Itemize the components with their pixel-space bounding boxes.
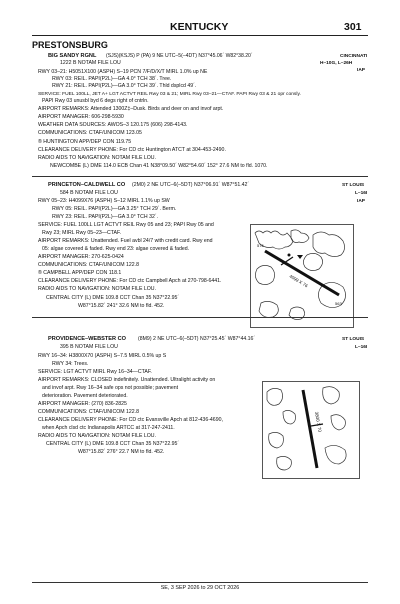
runway-05-23 [265,251,339,295]
footer-effective-dates: SE, 3 SEP 2026 to 29 OCT 2026 [160,585,240,591]
comms-line: COMMUNICATIONS: CTAF/UNICOM 123.05 [38,130,142,136]
elevation-label: 563 [335,301,342,306]
region-label: CINCINNATI [340,54,368,59]
navaid-line: W87°15.82´ 276° 22.7 NM to fld. 452. [78,449,165,455]
airport-elev-line: 1222 B NOTAM FILE LOU [60,60,121,66]
diagram-svg [263,382,359,478]
iap-label: IAP [357,199,365,204]
airport-elev-line: 395 B NOTAM FILE LOU [60,344,118,350]
tree-lines [255,230,346,320]
airport-elev-line: 584 B NOTAM FILE LOU [60,190,118,196]
airport-name: PRINCETON–CALDWELL CO [48,182,126,188]
runway-16-34 [303,390,317,468]
remarks-line: deterioration. Pavement deteriorated. [42,393,128,399]
service-line: PAPI Rwy 03 unusbl byd 6 degs right of cntrln. [42,98,149,104]
remarks-line: 05: algae covered & faded. Rwy end 23: algae covered & faded. [42,246,190,252]
navaid-line: CENTRAL CITY (L) DME 109.8 CCT Chan 35 N37°22.95´ [46,441,180,447]
chart-ref: L–16I [355,191,368,196]
airport-name: BIG SANDY RGNL [48,53,97,59]
remarks-line: and invof arpt. Rwy 16–34 safe ops not possible; pavement [42,385,179,391]
airport-diagram-princeton [250,224,354,328]
navaid-line: RADIO AIDS TO NAVIGATION: NOTAM FILE LOU. [38,155,156,161]
tree-lines [267,387,346,470]
fuel-icon [297,255,303,259]
rwy-line: RWY 16–34: H3800X70 (ASPH) S–7.5 MIRL 0.5% up S [38,353,167,359]
service-line: SERVICE: FUEL 100LL, JET A+ LGT ACTVT REIL Rwy 03 & 21; MIRL Rwy 03–21—CTAF. PAPI Rwy 03 & 21 opr consly. [38,92,301,97]
airport-id-line: (8M9) 2 NE UTC–6(–5DT) N37°25.45´ W87°44.16´ [138,336,256,342]
section-divider [32,317,368,318]
service-line: Rwy 23; MIRL Rwy 05–23—CTAF. [42,230,121,236]
remarks-line: AIRPORT REMARKS: Attended 1300Z‡–Dusk. Birds and deer on and invof arpt. [38,106,224,112]
manager-line: AIRPORT MANAGER: 270-625-0424 [38,254,124,260]
airport-id-line: (SJS)(KSJS) P (PA) 9 NE UTC–5(–4DT) N37°45.06´ W82°38.20´ [106,53,253,59]
clearance-line: CLEARANCE DELIVERY PHONE: For CD ctc Huntington ATCT at 304-453-2490. [38,147,226,153]
rwy-end-line: RWY 23: REIL. PAPI(P2L)—GA 3.0° TCH 32´. [52,214,159,220]
diagram-svg [251,225,353,327]
navaid-line: W87°15.82´ 241° 32.6 NM to fld. 452. [78,303,165,309]
weather-line: WEATHER DATA SOURCES: AWOS–3 120.175 (606) 298-4143. [38,122,188,128]
rwy-end-line: RWY 21: REIL. PAPI(P2L)—GA 3.0° TCH 39´. Thld dsplcd 49´. [52,83,197,89]
airport-diagram-providence [262,381,360,479]
rwy-end-line: RWY 34: Trees. [52,361,89,367]
comms-line: COMMUNICATIONS: CTAF/UNICOM 122.8 [38,262,139,268]
manager-line: AIRPORT MANAGER: (270) 836-2825 [38,401,127,407]
clearance-line: CLEARANCE DELIVERY PHONE: For CD ctc Campbell Apch at 270-798-6441. [38,278,222,284]
comms-line: COMMUNICATIONS: CTAF/UNICOM 122.8 [38,409,139,415]
navaid-line: CENTRAL CITY (L) DME 109.8 CCT Chan 35 N37°22.95´ [46,295,180,301]
navaid-line: RADIO AIDS TO NAVIGATION: NOTAM FILE LOU. [38,286,156,292]
airport-name: PROVIDENCE–WEBSTER CO [48,336,127,342]
state-header: KENTUCKY [170,21,229,33]
airport-id-line: (2M0) 2 NE UTC–6(–5DT) N37°06.91´ W87°51.42´ [132,182,250,188]
manager-line: AIRPORT MANAGER: 606-298-5930 [38,114,124,120]
city-heading: PRESTONSBURG [32,40,108,50]
service-line: SERVICE: FUEL 100LL LGT ACTVT REIL Rwy 05 and 23; PAPI Rwy 05 and [38,222,214,228]
region-label: ST LOUIS [342,337,365,342]
header-rule [32,35,368,36]
rwy-end-line: RWY 03: REIL. PAPI(P2L)—GA 4.0° TCH 38´. Tree. [52,76,172,82]
remarks-line: AIRPORT REMARKS: Unattended. Fuel avbl 24/7 with credit card. Rwy end [38,238,213,244]
approach-line: ® CAMPBELL APP/DEP CON 118.1 [38,270,122,276]
footer-rule [32,582,368,583]
clearance-line: when Apch clsd ctc Indianapolis ARTCC at 317-247-2411. [42,425,175,431]
rwy-line: RWY 03–21: H5051X100 (ASPH) S–19 PCN 7/F/D/X/T MIRL 1.0% up NE [38,69,208,75]
remarks-line: AIRPORT REMARKS: CLOSED indefinitely. Unattended. Ultralight activity on [38,377,216,383]
clearance-line: CLEARANCE DELIVERY PHONE: For CD ctc Evansville Apch at 812-436-4690, [38,417,223,423]
rwy-end-line: RWY 05: REIL. PAPI(P2L)—GA 3.25° TCH 29´. Berm. [52,206,177,212]
section-divider [32,176,368,177]
runway-dimension-label: 4099 X 76 [288,273,309,289]
navaid-line: RADIO AIDS TO NAVIGATION: NOTAM FILE LOU. [38,433,156,439]
chart-ref: L–16I [355,345,368,350]
chart-ref: H–10G, L–26H [320,61,353,66]
rwy-line: RWY 05–23: H4099X76 (ASPH) S–12 MIRL 1.1% up SW [38,198,170,204]
service-line: SERVICE: LGT ACTVT MIRL Rwy 16–34—CTAF. [38,369,152,375]
navaid-line: NEWCOMBE (L) DME 114.0 ECB Chan 41 N38°09.50´ W82°54.60´ 152° 27.6 NM to fld. 1070. [50,163,268,169]
iap-label: IAP [357,68,365,73]
beacon-icon [288,254,291,257]
page-number: 301 [344,21,362,33]
runway-dimension-label: 3800 X 70 [314,411,323,433]
region-label: ST LOUIS [342,183,365,188]
elevation-label: 576 [257,243,264,248]
approach-line: ® HUNTINGTON APP/DEP CON 119.75 [38,139,132,145]
